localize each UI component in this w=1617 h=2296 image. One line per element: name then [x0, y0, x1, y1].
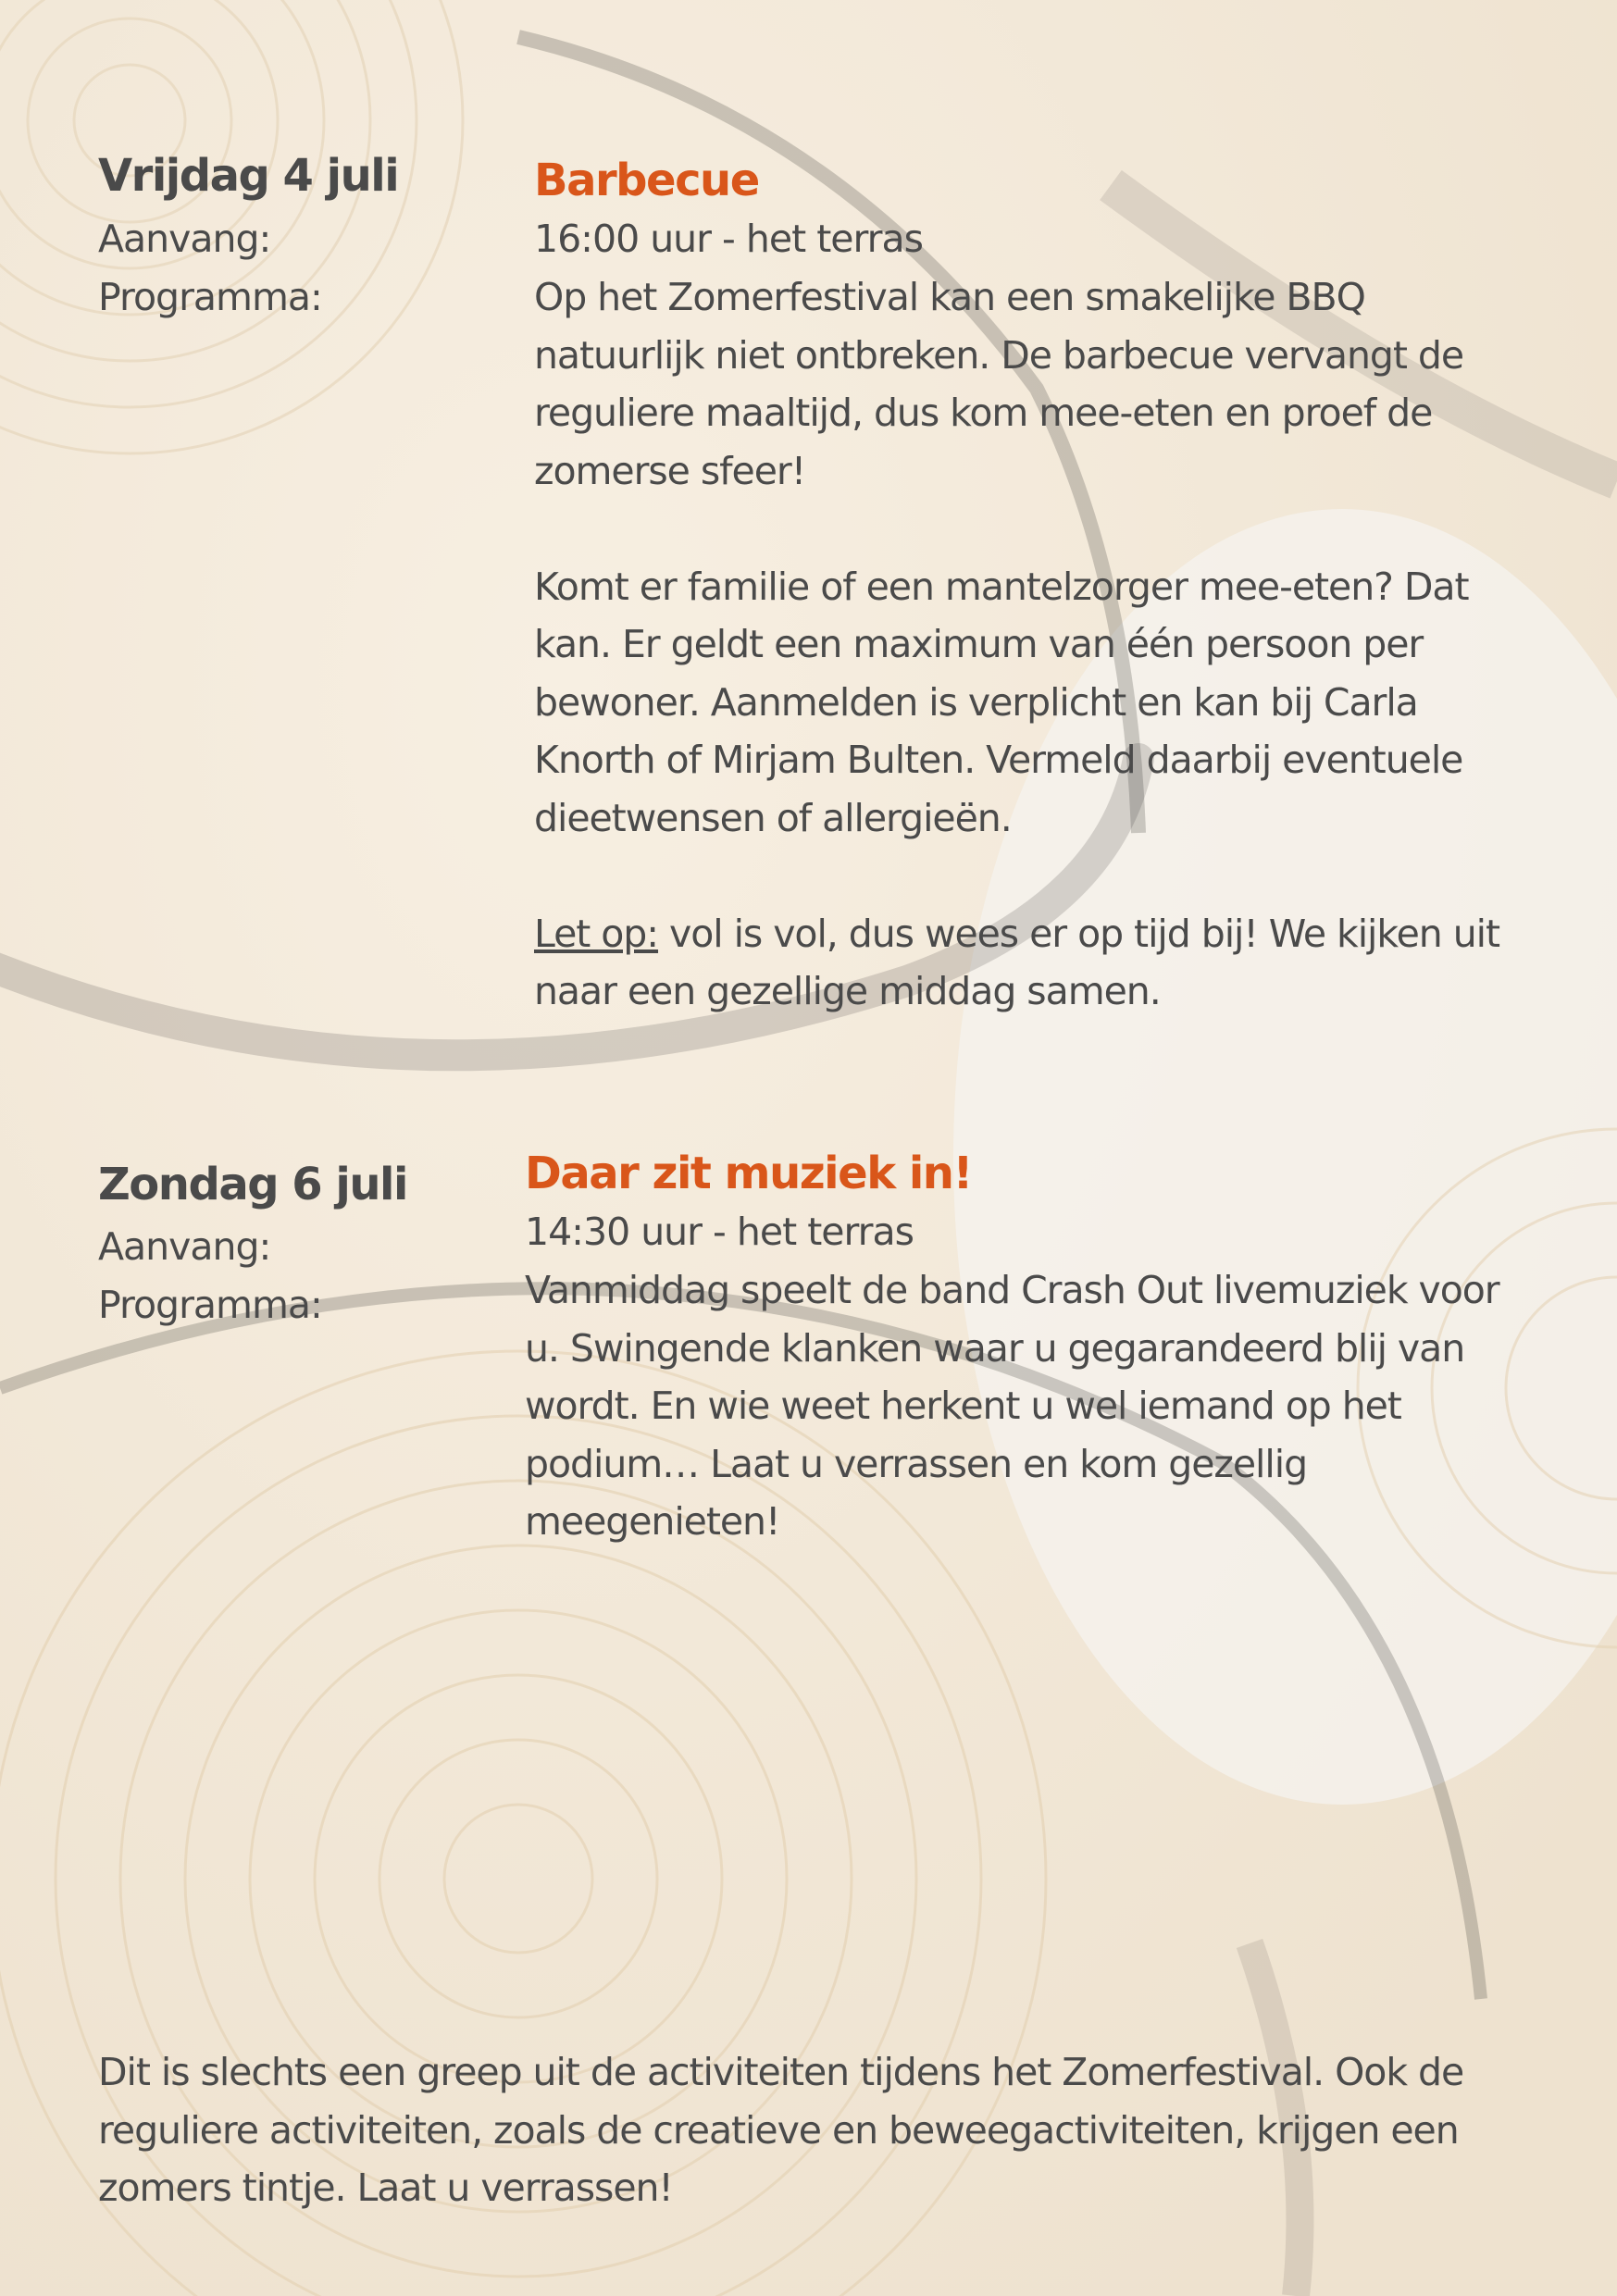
event-2-description: [525, 1261, 1499, 1551]
event-1-para-2-line: Knorth of Mirjam Bulten. Vermeld daarbij eventuele: [534, 738, 1463, 782]
event-1-note-text: vol is vol, dus wees er op tijd bij! We kijken uit: [658, 911, 1500, 956]
event-2-start-label: Aanvang:: [98, 1224, 271, 1269]
event-2-para-line: Vanmiddag speelt de band Crash Out livemuziek voor: [525, 1268, 1499, 1312]
footer-line: reguliere activiteiten, zoals de creatieve en beweegactiviteiten, krijgen een: [98, 2107, 1459, 2153]
event-1-para-2-line: dieetwensen of allergieën.: [534, 795, 1012, 840]
event-1-time: 16:00 uur - het terras: [534, 217, 923, 261]
event-1-description: [534, 268, 1499, 1021]
footer-line: zomers tintje. Laat u verrassen!: [98, 2166, 673, 2210]
event-1-title: Barbecue: [534, 155, 759, 206]
event-1-note-label: Let op:: [534, 911, 659, 956]
event-2-time: 14:30 uur - het terras: [525, 1210, 914, 1254]
event-2-program-label: Programma:: [98, 1283, 322, 1327]
event-1-para-1-line: Op het Zomerfestival kan een smakelijke BBQ: [534, 275, 1365, 319]
event-1-program-label: Programma:: [98, 275, 322, 319]
event-1-para-2-line: bewoner. Aanmelden is verplicht en kan bij Carla: [534, 679, 1418, 725]
event-1-note-line: naar een gezellige middag samen.: [534, 969, 1161, 1013]
footer-text: [98, 2043, 1463, 2217]
event-2-para-line: u. Swingende klanken waar u gegarandeerd blij van: [525, 1325, 1465, 1371]
event-2-para-line: podium… Laat u verrassen en kom gezellig: [525, 1441, 1308, 1486]
event-1-para-1-line: natuurlijk niet ontbreken. De barbecue vervangt de: [534, 332, 1464, 378]
event-1-day: Vrijdag 4 juli: [98, 150, 399, 202]
event-1-para-1-line: reguliere maaltijd, dus kom mee-eten en proef de: [534, 391, 1433, 435]
event-2-day: Zondag 6 juli: [98, 1159, 407, 1210]
event-1-para-1-line: zomerse sfeer!: [534, 448, 806, 493]
event-1-note-line: [534, 905, 1499, 963]
event-1-para-2-line: Komt er familie of een mantelzorger mee-eten? Dat: [534, 564, 1469, 609]
event-2-title: Daar zit muziek in!: [525, 1148, 972, 1199]
event-1-start-label: Aanvang:: [98, 217, 271, 261]
event-1-para-2-line: kan. Er geldt een maximum van één persoon per: [534, 622, 1424, 666]
footer-line: Dit is slechts een greep uit de activiteiten tijdens het Zomerfestival. Ook de: [98, 2050, 1464, 2094]
event-2-para-line: meegenieten!: [525, 1499, 780, 1544]
event-2-para-line: wordt. En wie weet herkent u wel iemand op het: [525, 1384, 1401, 1428]
